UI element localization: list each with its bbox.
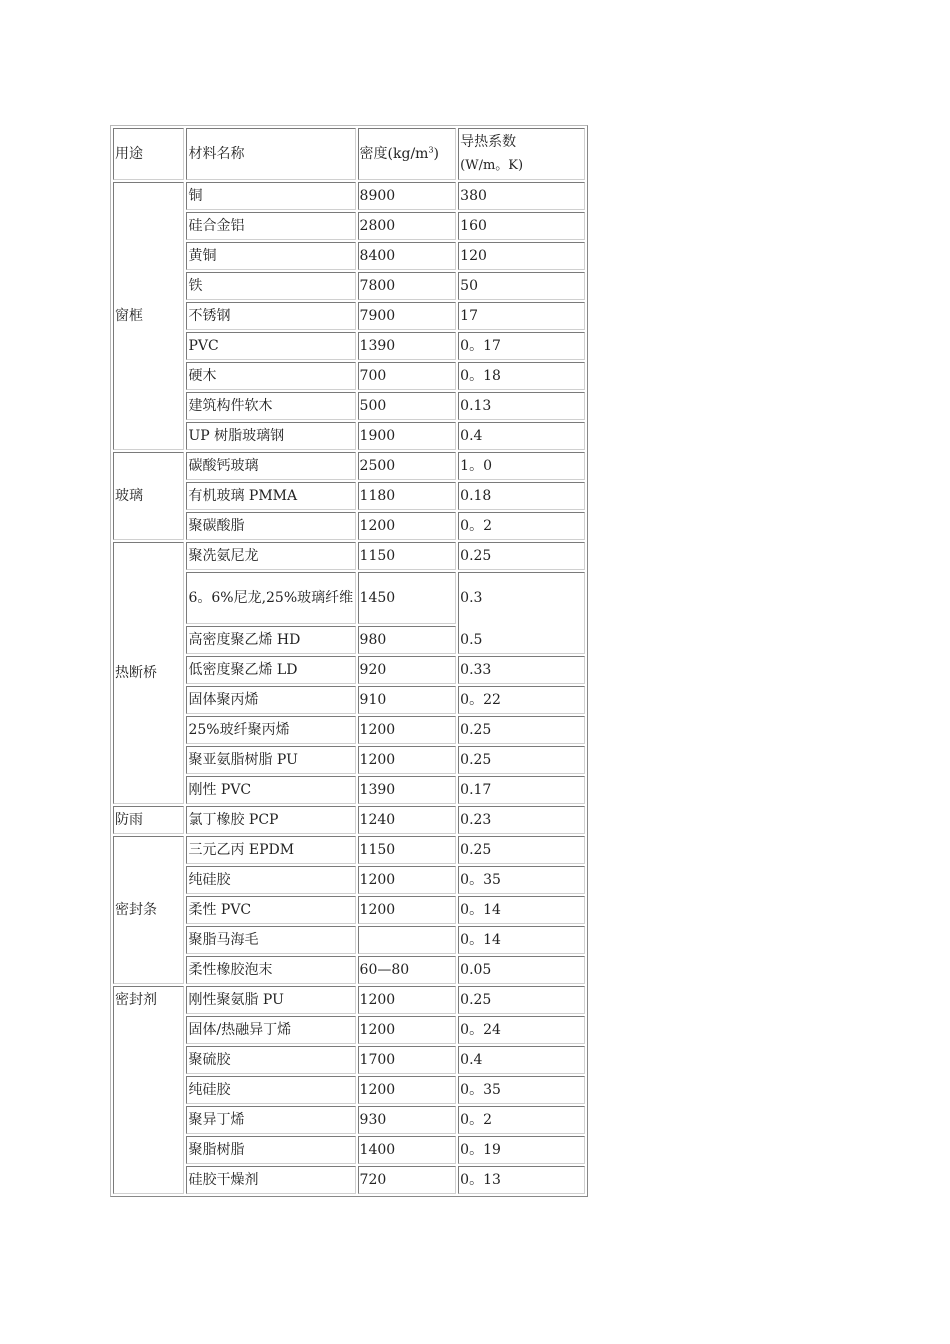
density-cell: 920: [358, 656, 457, 684]
conductivity-cell: 120: [458, 242, 585, 270]
table-row: [113, 836, 585, 864]
density-cell: [358, 926, 457, 954]
conductivity-cell: 0.25: [458, 836, 585, 864]
conductivity-cell: 0.05: [458, 956, 585, 984]
density-cell: 2500: [358, 452, 457, 480]
density-cell: 720: [358, 1166, 457, 1194]
conductivity-cell: 0。14: [458, 896, 585, 924]
density-cell: 7800: [358, 272, 457, 300]
density-cell: 1180: [358, 482, 457, 510]
header-density-sup: 3: [428, 145, 434, 155]
header-material: 材料名称: [186, 128, 355, 180]
density-cell: 1150: [358, 542, 457, 570]
conductivity-cell: 0.13: [458, 392, 585, 420]
density-cell: 930: [358, 1106, 457, 1134]
density-cell: 980: [358, 626, 457, 654]
material-cell: 有机玻璃 PMMA: [186, 482, 355, 510]
conductivity-value: 0.3: [460, 590, 483, 606]
conductivity-cell: 0。24: [458, 1016, 585, 1044]
material-cell: 聚脂马海毛: [186, 926, 355, 954]
material-cell: 聚亚氨脂树脂 PU: [186, 746, 355, 774]
conductivity-cell: 0。13: [458, 1166, 585, 1194]
density-cell: 1200: [358, 746, 457, 774]
density-cell: 2800: [358, 212, 457, 240]
conductivity-cell: 0.25: [458, 746, 585, 774]
material-cell: 铜: [186, 182, 355, 210]
material-cell: 6。6%尼龙,25%玻璃纤维: [186, 572, 355, 624]
density-cell: 1200: [358, 716, 457, 744]
material-cell: 铁: [186, 272, 355, 300]
density-cell: 1200: [358, 1076, 457, 1104]
conductivity-cell: 0.4: [458, 1046, 585, 1074]
conductivity-cell: 380: [458, 182, 585, 210]
material-cell: 固体/热融异丁烯: [186, 1016, 355, 1044]
material-cell: 高密度聚乙烯 HD: [186, 626, 355, 654]
material-cell: 氯丁橡胶 PCP: [186, 806, 355, 834]
density-cell: 1400: [358, 1136, 457, 1164]
material-cell: 固体聚丙烯: [186, 686, 355, 714]
material-cell: 硅胶干燥剂: [186, 1166, 355, 1194]
conductivity-cell: 0。35: [458, 866, 585, 894]
density-cell: 60—80: [358, 956, 457, 984]
density-cell: 1240: [358, 806, 457, 834]
conductivity-cell: 0.25: [458, 986, 585, 1014]
material-cell: 刚性聚氨脂 PU: [186, 986, 355, 1014]
conductivity-cell: 0.17: [458, 776, 585, 804]
density-cell: 1450: [358, 572, 457, 624]
table-row: [113, 182, 585, 210]
header-conductivity: [458, 128, 585, 180]
material-cell: 纯硅胶: [186, 1076, 355, 1104]
density-cell: 1390: [358, 332, 457, 360]
conductivity-cell: 0。35: [458, 1076, 585, 1104]
group-thermal-break: 热断桥: [113, 542, 184, 804]
density-cell: 7900: [358, 302, 457, 330]
material-cell: 刚性 PVC: [186, 776, 355, 804]
header-density-prefix: 密度(kg/m: [359, 146, 429, 162]
material-cell: 硅合金铝: [186, 212, 355, 240]
conductivity-cell: 160: [458, 212, 585, 240]
group-rainproof: 防雨: [113, 806, 184, 834]
material-cell: 聚异丁烯: [186, 1106, 355, 1134]
density-cell: 700: [358, 362, 457, 390]
density-cell: 1200: [358, 896, 457, 924]
material-cell: 硬木: [186, 362, 355, 390]
material-cell: 不锈钢: [186, 302, 355, 330]
material-cell: 建筑构件软木: [186, 392, 355, 420]
conductivity-cell: 0.23: [458, 806, 585, 834]
table-row: [113, 452, 585, 480]
material-cell: 黄铜: [186, 242, 355, 270]
conductivity-cell: 0。22: [458, 686, 585, 714]
density-cell: 1700: [358, 1046, 457, 1074]
density-cell: 1150: [358, 836, 457, 864]
conductivity-cell: 0。19: [458, 1136, 585, 1164]
header-row: [113, 128, 585, 180]
material-cell: PVC: [186, 332, 355, 360]
table-row: [113, 986, 585, 1014]
conductivity-cell-merged: [458, 572, 585, 654]
material-properties-table: [110, 125, 588, 1197]
material-cell: 聚冼氨尼龙: [186, 542, 355, 570]
conductivity-cell: 50: [458, 272, 585, 300]
density-cell: 1200: [358, 866, 457, 894]
material-cell: 纯硅胶: [186, 866, 355, 894]
material-cell: UP 树脂玻璃钢: [186, 422, 355, 450]
density-cell: 500: [358, 392, 457, 420]
density-cell: 1200: [358, 1016, 457, 1044]
conductivity-cell: 0。2: [458, 512, 585, 540]
conductivity-cell: 0。2: [458, 1106, 585, 1134]
conductivity-cell: 0.25: [458, 542, 585, 570]
density-cell: 1200: [358, 512, 457, 540]
material-cell: 聚碳酸脂: [186, 512, 355, 540]
conductivity-cell: 0。17: [458, 332, 585, 360]
density-cell: 8400: [358, 242, 457, 270]
group-window-frame: 窗框: [113, 182, 184, 450]
conductivity-cell: 1。0: [458, 452, 585, 480]
material-cell: 柔性 PVC: [186, 896, 355, 924]
material-cell: 25%玻纤聚丙烯: [186, 716, 355, 744]
material-cell: 碳酸钙玻璃: [186, 452, 355, 480]
conductivity-cell: 0。14: [458, 926, 585, 954]
density-cell: 1200: [358, 986, 457, 1014]
density-cell: 1390: [358, 776, 457, 804]
density-cell: 910: [358, 686, 457, 714]
conductivity-cell: 0.4: [458, 422, 585, 450]
conductivity-cell: 0.33: [458, 656, 585, 684]
material-cell: 聚硫胶: [186, 1046, 355, 1074]
group-sealing-strip: 密封条: [113, 836, 184, 984]
conductivity-cell: 0.25: [458, 716, 585, 744]
material-cell: 三元乙丙 EPDM: [186, 836, 355, 864]
header-density-suffix: ): [433, 146, 439, 162]
header-density: [358, 128, 457, 180]
material-cell: 柔性橡胶泡末: [186, 956, 355, 984]
header-conductivity-line2: (W/m。K): [460, 158, 524, 173]
conductivity-value: 0.5: [460, 632, 483, 648]
table-row: [113, 542, 585, 570]
density-cell: 8900: [358, 182, 457, 210]
table-row: [113, 806, 585, 834]
header-use: 用途: [113, 128, 184, 180]
material-cell: 聚脂树脂: [186, 1136, 355, 1164]
material-cell: 低密度聚乙烯 LD: [186, 656, 355, 684]
group-sealant: 密封剂: [113, 986, 184, 1194]
group-glass: 玻璃: [113, 452, 184, 540]
conductivity-cell: 17: [458, 302, 585, 330]
conductivity-cell: 0.18: [458, 482, 585, 510]
density-cell: 1900: [358, 422, 457, 450]
header-conductivity-line1: 导热系数: [460, 134, 517, 150]
conductivity-cell: 0。18: [458, 362, 585, 390]
